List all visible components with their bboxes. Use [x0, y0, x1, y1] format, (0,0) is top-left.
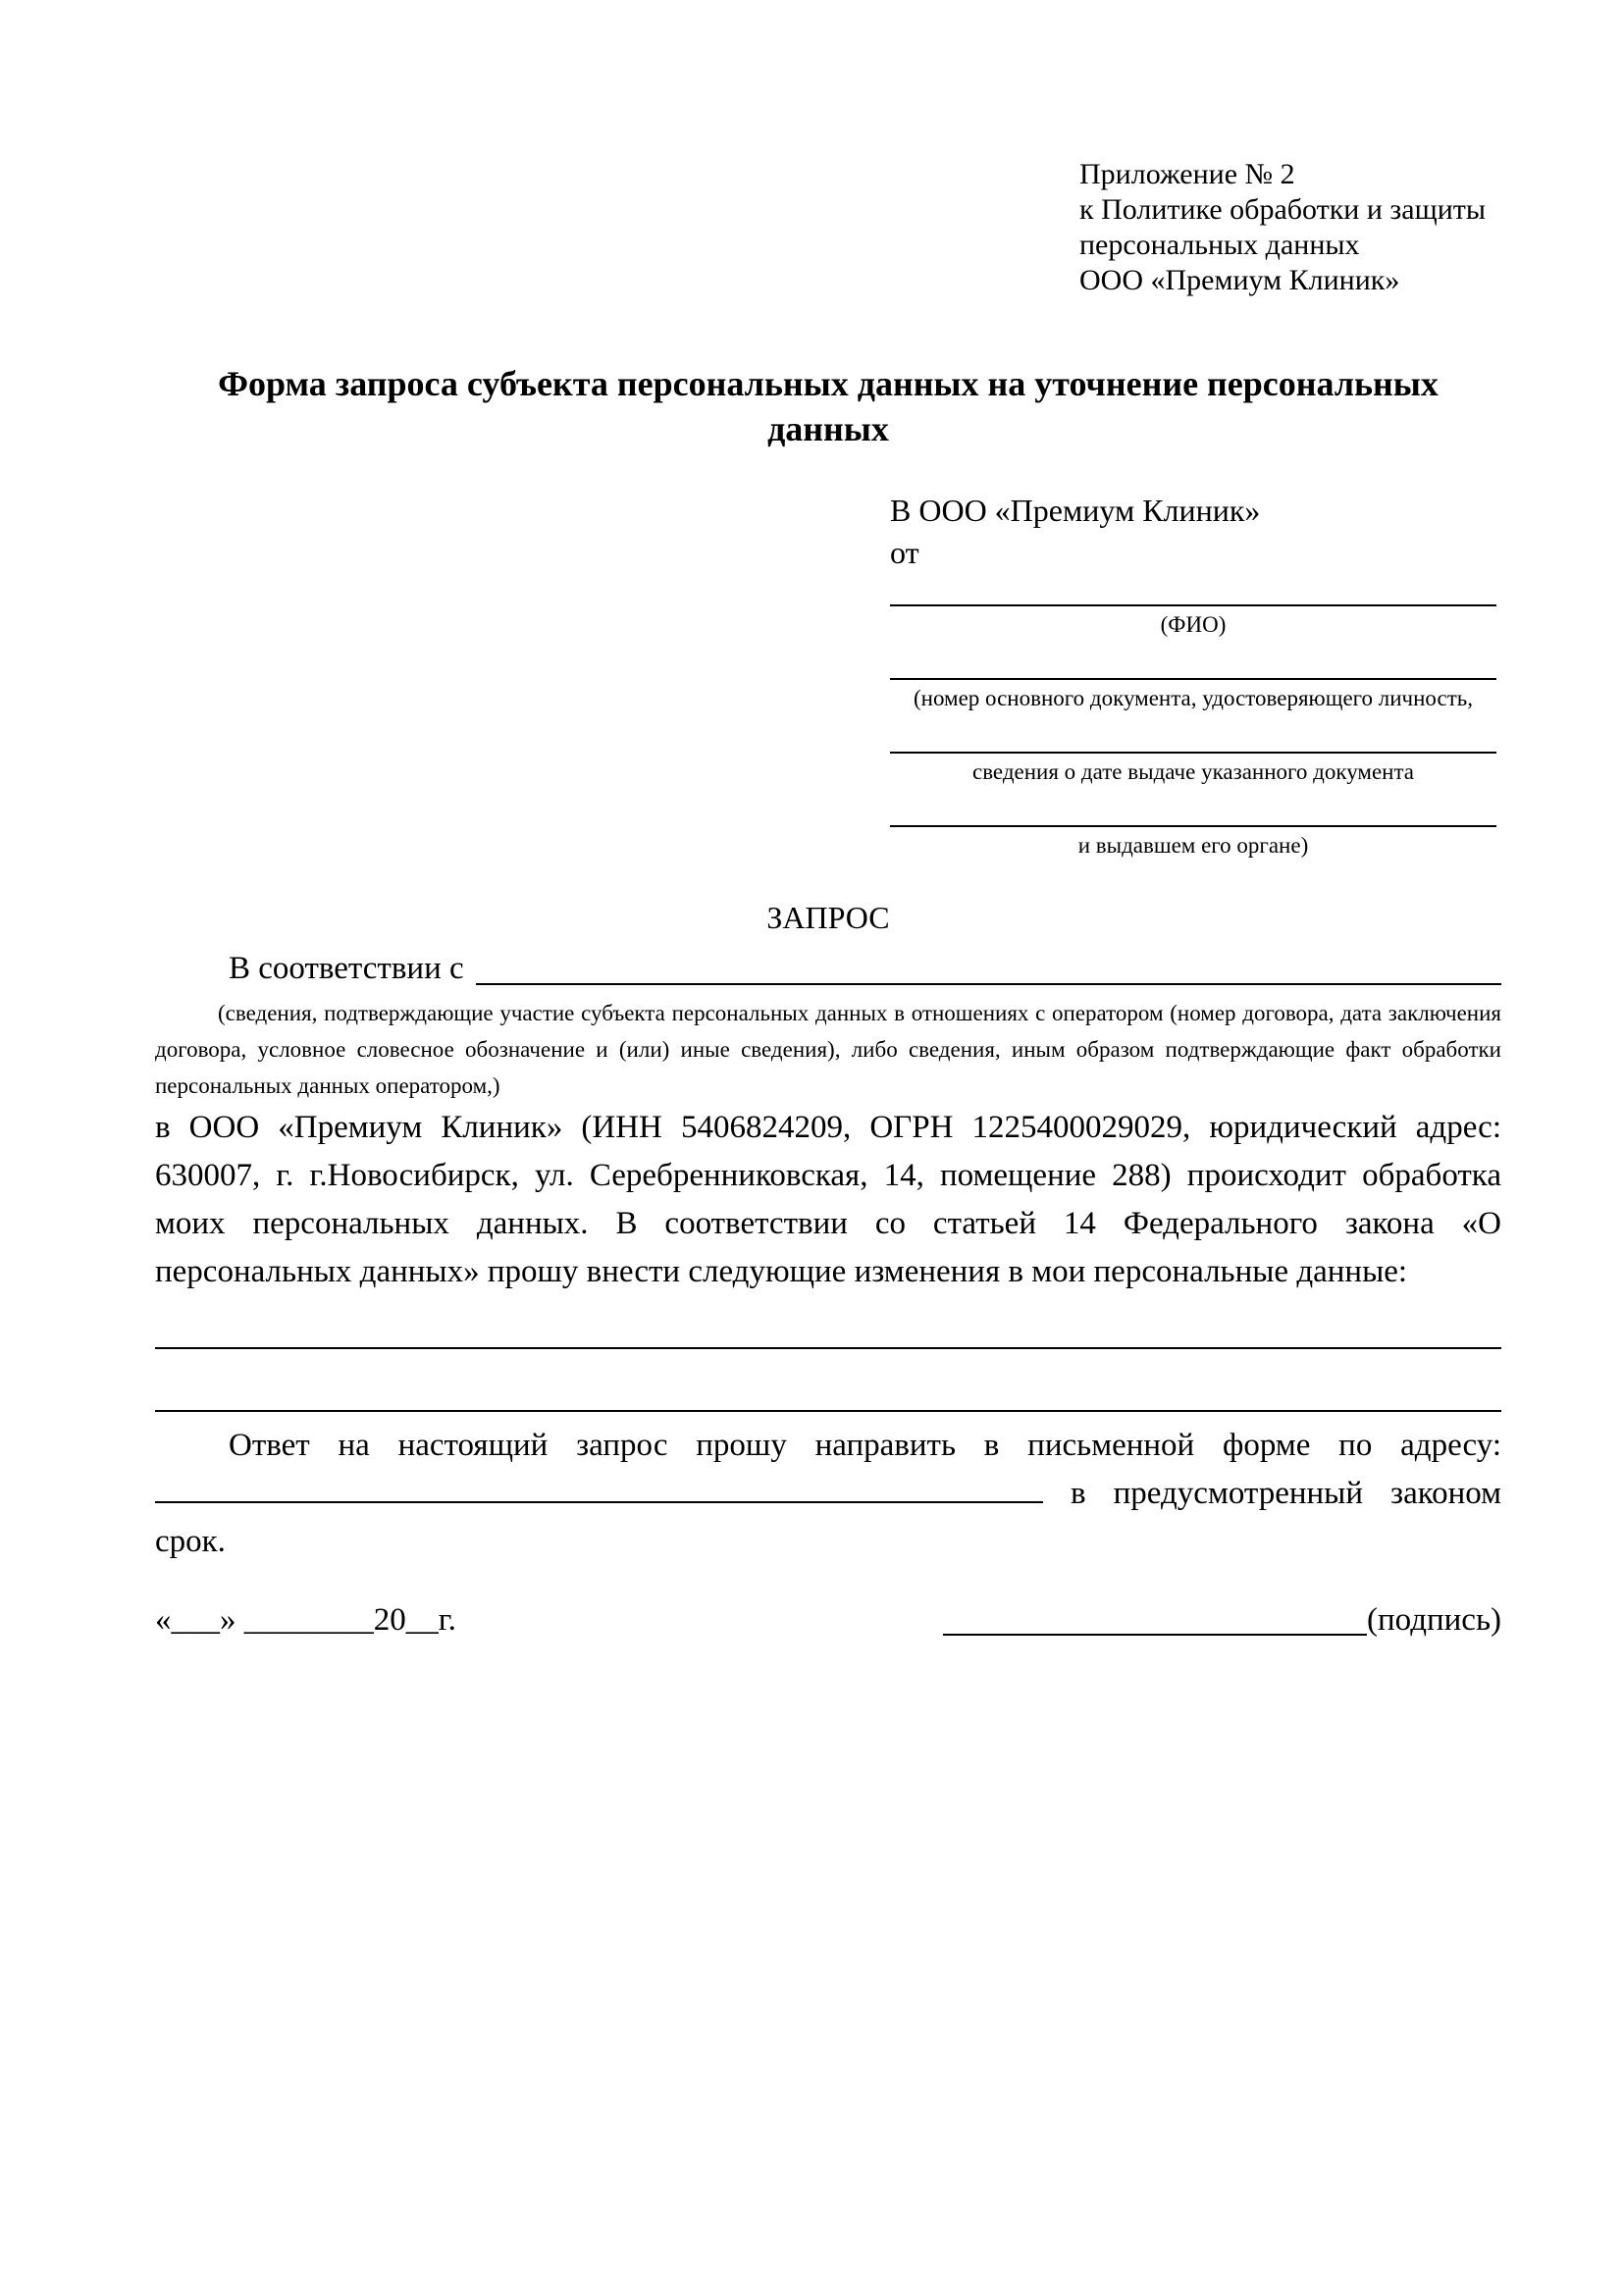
annex-line: ООО «Премиум Клиник» — [1079, 264, 1400, 296]
issuing-authority-blank-line — [890, 794, 1496, 827]
reply-paragraph — [155, 1422, 1501, 1566]
issue-date-blank-line — [890, 720, 1496, 754]
reply-prefix: Ответ на настоящий запрос прошу направить в письменной форме по адресу: — [229, 1428, 1501, 1463]
request-heading: ЗАПРОС — [766, 900, 890, 935]
basis-blank-line — [476, 983, 1501, 985]
signature-caption: (подпись) — [1367, 1602, 1501, 1638]
basis-prefix: В соответствии с — [229, 951, 464, 986]
document-number-caption: (номер основного документа, удостоверяющего личность, — [913, 686, 1473, 710]
document-number-blank-line — [890, 647, 1496, 680]
addressee-to: В ООО «Премиум Клиник» — [890, 493, 1261, 528]
date-blank: «___» ________20__г. — [155, 1602, 456, 1638]
reply-address-blank-line — [155, 1501, 1043, 1503]
annex-line: Приложение № 2 — [1079, 158, 1295, 190]
fio-blank-line — [890, 573, 1496, 606]
signoff-row — [155, 1597, 1501, 1643]
annex-line: к Политике обработки и защиты — [1079, 193, 1487, 226]
document-title: Форма запроса субъекта персональных данных на уточнение персональных данных — [218, 364, 1439, 448]
changes-blank-line-2 — [155, 1410, 1501, 1412]
signature-blank-line — [943, 1634, 1367, 1636]
request-body-paragraph: в ООО «Премиум Клиник» (ИНН 5406824209, ОГРН 1225400029029, юридический адрес: 630007, г. г.Новосибирск, ул. Серебренниковская, 14, помещение 288) происходит обработка моих персональных данных. В соответствии со статьей 14 Федерального закона «О персональных данных» прошу внести следующие изменения в мои персональные данные: — [155, 1110, 1501, 1289]
addressee-from: от — [890, 535, 919, 570]
addressee-block — [890, 489, 1496, 867]
basis-line — [155, 946, 1501, 991]
fio-caption: (ФИО) — [1160, 612, 1227, 637]
changes-blank-line-1 — [155, 1347, 1501, 1349]
basis-footnote: (сведения, подтверждающие участие субъекта персональных данных в отношениях с оператором (номер договора, дата заключения договора, условное словесное обозначение и (или) иные сведения), либо сведения, иным образом подтверждающие факт обработки персональных данных оператором,) — [155, 1001, 1501, 1098]
annex-line: персональных данных — [1079, 229, 1360, 261]
issue-date-caption: сведения о дате выдаче указанного документа — [971, 759, 1415, 784]
reply-suffix: в предусмотренный законом срок. — [155, 1476, 1501, 1559]
annex-note — [1079, 157, 1511, 298]
issuing-authority-caption: и выдавшем его органе) — [1077, 833, 1309, 858]
signature-block — [943, 1597, 1501, 1643]
